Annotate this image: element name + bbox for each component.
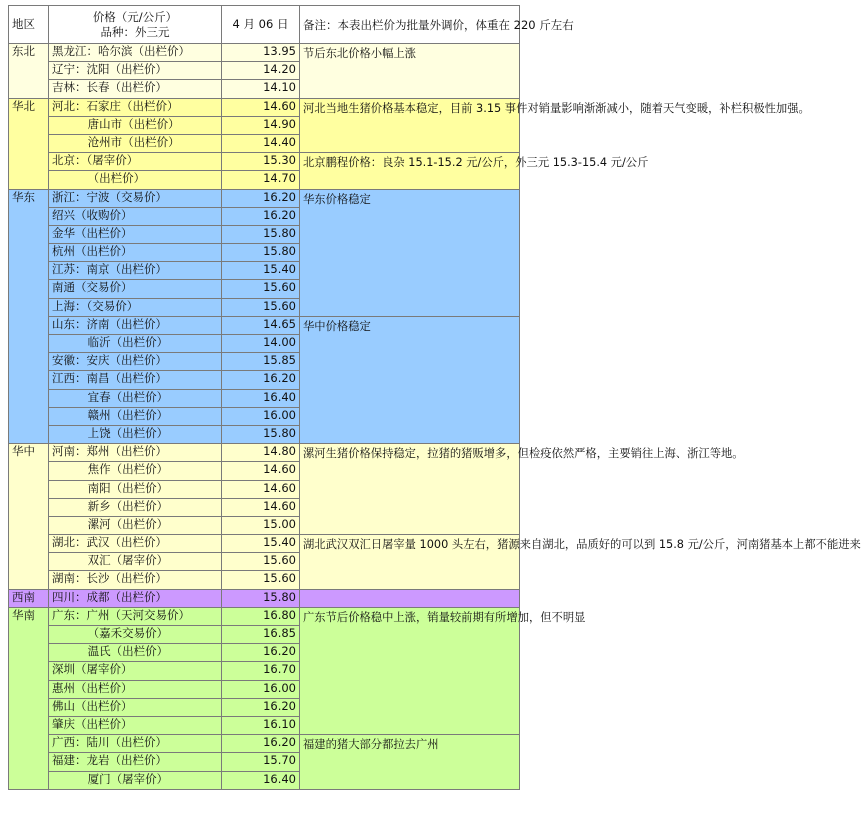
city-label: 广西：陆川（出栏价）	[52, 735, 167, 750]
note-cell: 广东节后价格稳中上涨，销量较前期有所增加，但不明显	[300, 607, 520, 734]
price-cell: 14.65	[222, 316, 300, 334]
city-label: 焦作（出栏价）	[87, 462, 169, 477]
city-label: 厦门（屠宰价）	[87, 771, 169, 786]
table-row	[9, 44, 520, 62]
price-cell: 14.90	[222, 116, 300, 134]
city-label: 新乡（出栏价）	[87, 498, 169, 513]
header-date: 4 月 06 日	[222, 6, 300, 44]
table-row	[9, 607, 520, 625]
region-cell: 华东	[9, 189, 49, 444]
price-cell: 15.80	[222, 244, 300, 262]
city-cell	[49, 153, 222, 171]
city-label: 漯河（出栏价）	[87, 516, 169, 531]
city-cell	[49, 98, 222, 116]
city-label: 浙江：宁波（交易价）	[52, 189, 167, 204]
note-cell: 湖北武汉双汇日屠宰量 1000 头左右，猪源来自湖北，品质好的可以到 15.8 元/公斤，河南猪基本上都不能进来	[300, 535, 520, 590]
city-cell	[49, 535, 222, 553]
city-cell	[49, 480, 222, 498]
note-cell: 华中价格稳定	[300, 316, 520, 443]
city-label: 江苏：南京（出栏价）	[52, 262, 167, 277]
city-cell	[49, 626, 222, 644]
city-cell	[49, 753, 222, 771]
city-label: 惠州（出栏价）	[52, 680, 133, 695]
price-cell: 14.60	[222, 98, 300, 116]
price-cell: 15.60	[222, 280, 300, 298]
city-label: 上饶（出栏价）	[87, 425, 169, 440]
city-cell	[49, 553, 222, 571]
city-cell	[49, 771, 222, 789]
city-label: 上海：（交易价）	[52, 298, 139, 313]
price-cell: 14.20	[222, 62, 300, 80]
city-cell	[49, 680, 222, 698]
city-cell	[49, 298, 222, 316]
city-cell	[49, 444, 222, 462]
note-cell: 节后东北价格小幅上涨	[300, 44, 520, 99]
price-cell: 15.60	[222, 571, 300, 589]
city-cell	[49, 571, 222, 589]
city-cell	[49, 698, 222, 716]
city-label: 辽宁：沈阳（出栏价）	[52, 62, 167, 77]
city-label: 绍兴（收购价）	[52, 207, 133, 222]
city-label: （出栏价）	[87, 171, 146, 186]
region-cell: 华中	[9, 444, 49, 590]
price-cell: 16.10	[222, 716, 300, 734]
price-cell: 16.40	[222, 771, 300, 789]
city-label: 湖北：武汉（出栏价）	[52, 535, 167, 550]
table-row	[9, 535, 520, 553]
note-cell: 漯河生猪价格保持稳定，拉猪的猪贩增多，但检疫依然严格，主要销往上海、浙江等地。	[300, 444, 520, 535]
table-row	[9, 316, 520, 334]
city-cell	[49, 171, 222, 189]
city-cell	[49, 662, 222, 680]
price-cell: 16.20	[222, 644, 300, 662]
price-cell: 16.00	[222, 407, 300, 425]
city-label: 杭州（出栏价）	[52, 244, 133, 259]
table-row	[9, 98, 520, 116]
city-label: 肇庆（出栏价）	[52, 716, 133, 731]
city-label: 湖南：长沙（出栏价）	[52, 571, 167, 586]
city-cell	[49, 244, 222, 262]
city-label: 赣州（出栏价）	[87, 407, 169, 422]
city-cell	[49, 516, 222, 534]
header-region: 地区	[9, 6, 49, 44]
price-cell: 16.80	[222, 607, 300, 625]
price-cell: 15.40	[222, 262, 300, 280]
table-row	[9, 589, 520, 607]
city-label: 宜春（出栏价）	[87, 389, 169, 404]
city-label: 河南：郑州（出栏价）	[52, 444, 167, 459]
table-row	[9, 153, 520, 171]
price-cell: 14.10	[222, 80, 300, 98]
city-cell	[49, 262, 222, 280]
table-row	[9, 444, 520, 462]
price-cell: 14.60	[222, 480, 300, 498]
note-cell: 河北当地生猪价格基本稳定，目前 3.15 事件对销量影响渐渐减小，随着天气变暖，补栏积极性加强。	[300, 98, 520, 153]
city-label: 福建：龙岩（出栏价）	[52, 753, 167, 768]
price-cell: 13.95	[222, 44, 300, 62]
city-cell	[49, 207, 222, 225]
city-label: 广东：广州（天河交易价）	[52, 607, 190, 622]
city-label: 安徽：安庆（出栏价）	[52, 353, 167, 368]
city-cell	[49, 607, 222, 625]
city-label: 北京：（屠宰价）	[52, 153, 139, 168]
city-label: 深圳（屠宰价）	[52, 662, 133, 677]
price-cell: 16.20	[222, 207, 300, 225]
city-label: 黑龙江：哈尔滨（出栏价）	[52, 44, 190, 58]
price-cell: 16.00	[222, 680, 300, 698]
city-label: 金华（出栏价）	[52, 225, 133, 240]
price-cell: 16.70	[222, 662, 300, 680]
note-cell: 北京鹏程价格：良杂 15.1-15.2 元/公斤，外三元 15.3-15.4 元/公斤	[300, 153, 520, 189]
city-cell	[49, 44, 222, 62]
price-cell: 14.40	[222, 134, 300, 152]
header-variety: 品种：外三元	[100, 24, 170, 39]
city-cell	[49, 389, 222, 407]
city-cell	[49, 189, 222, 207]
city-label: 吉林：长春（出栏价）	[52, 80, 167, 95]
price-cell: 15.70	[222, 753, 300, 771]
price-cell: 16.20	[222, 698, 300, 716]
header-price-unit: 价格（元/公斤）	[92, 9, 178, 24]
price-cell: 15.80	[222, 589, 300, 607]
city-cell	[49, 589, 222, 607]
city-cell	[49, 353, 222, 371]
price-cell: 16.40	[222, 389, 300, 407]
city-cell	[49, 425, 222, 443]
city-label: 南通（交易价）	[52, 280, 133, 295]
city-cell	[49, 316, 222, 334]
city-label: 温氏（出栏价）	[87, 644, 169, 659]
city-label: 双汇（屠宰价）	[87, 553, 169, 568]
city-label: 江西：南昌（出栏价）	[52, 371, 167, 386]
city-label: 山东：济南（出栏价）	[52, 316, 167, 331]
note-cell	[300, 589, 520, 607]
region-cell: 东北	[9, 44, 49, 99]
city-cell	[49, 498, 222, 516]
price-cell: 14.60	[222, 462, 300, 480]
header-note: 备注：本表出栏价为批量外调价，体重在 220 斤左右	[300, 6, 520, 44]
city-label: 南阳（出栏价）	[87, 480, 169, 495]
price-cell: 15.60	[222, 553, 300, 571]
city-label: 四川：成都（出栏价）	[52, 589, 167, 604]
city-cell	[49, 225, 222, 243]
table-header-row	[9, 6, 520, 44]
price-cell: 16.20	[222, 735, 300, 753]
city-cell	[49, 644, 222, 662]
city-label: 沧州市（出栏价）	[87, 134, 180, 149]
price-cell: 15.40	[222, 535, 300, 553]
city-cell	[49, 80, 222, 98]
table-row	[9, 735, 520, 753]
city-cell	[49, 335, 222, 353]
price-cell: 14.00	[222, 335, 300, 353]
price-cell: 14.60	[222, 498, 300, 516]
city-cell	[49, 735, 222, 753]
price-cell: 15.85	[222, 353, 300, 371]
city-cell	[49, 62, 222, 80]
table-row	[9, 189, 520, 207]
price-cell: 16.85	[222, 626, 300, 644]
city-cell	[49, 716, 222, 734]
city-cell	[49, 134, 222, 152]
city-cell	[49, 116, 222, 134]
price-cell: 14.70	[222, 171, 300, 189]
price-cell: 15.60	[222, 298, 300, 316]
header-price	[49, 6, 222, 44]
price-cell: 16.20	[222, 189, 300, 207]
price-cell: 15.00	[222, 516, 300, 534]
price-cell: 15.30	[222, 153, 300, 171]
price-cell: 16.20	[222, 371, 300, 389]
city-label: 临沂（出栏价）	[87, 335, 169, 349]
city-cell	[49, 407, 222, 425]
region-cell: 西南	[9, 589, 49, 607]
price-table-container	[8, 5, 861, 790]
pig-price-table	[8, 5, 861, 790]
table-body	[9, 44, 861, 790]
region-cell: 华北	[9, 98, 49, 189]
note-cell: 华东价格稳定	[300, 189, 520, 316]
city-label: （嘉禾交易价）	[87, 626, 169, 640]
city-label: 河北：石家庄（出栏价）	[52, 98, 179, 113]
note-cell: 福建的猪大部分都拉去广州	[300, 735, 520, 790]
city-cell	[49, 280, 222, 298]
city-label: 佛山（出栏价）	[52, 698, 133, 713]
city-label: 唐山市（出栏价）	[87, 116, 180, 131]
price-cell: 15.80	[222, 425, 300, 443]
city-cell	[49, 462, 222, 480]
city-cell	[49, 371, 222, 389]
price-cell: 15.80	[222, 225, 300, 243]
region-cell: 华南	[9, 607, 49, 789]
price-cell: 14.80	[222, 444, 300, 462]
